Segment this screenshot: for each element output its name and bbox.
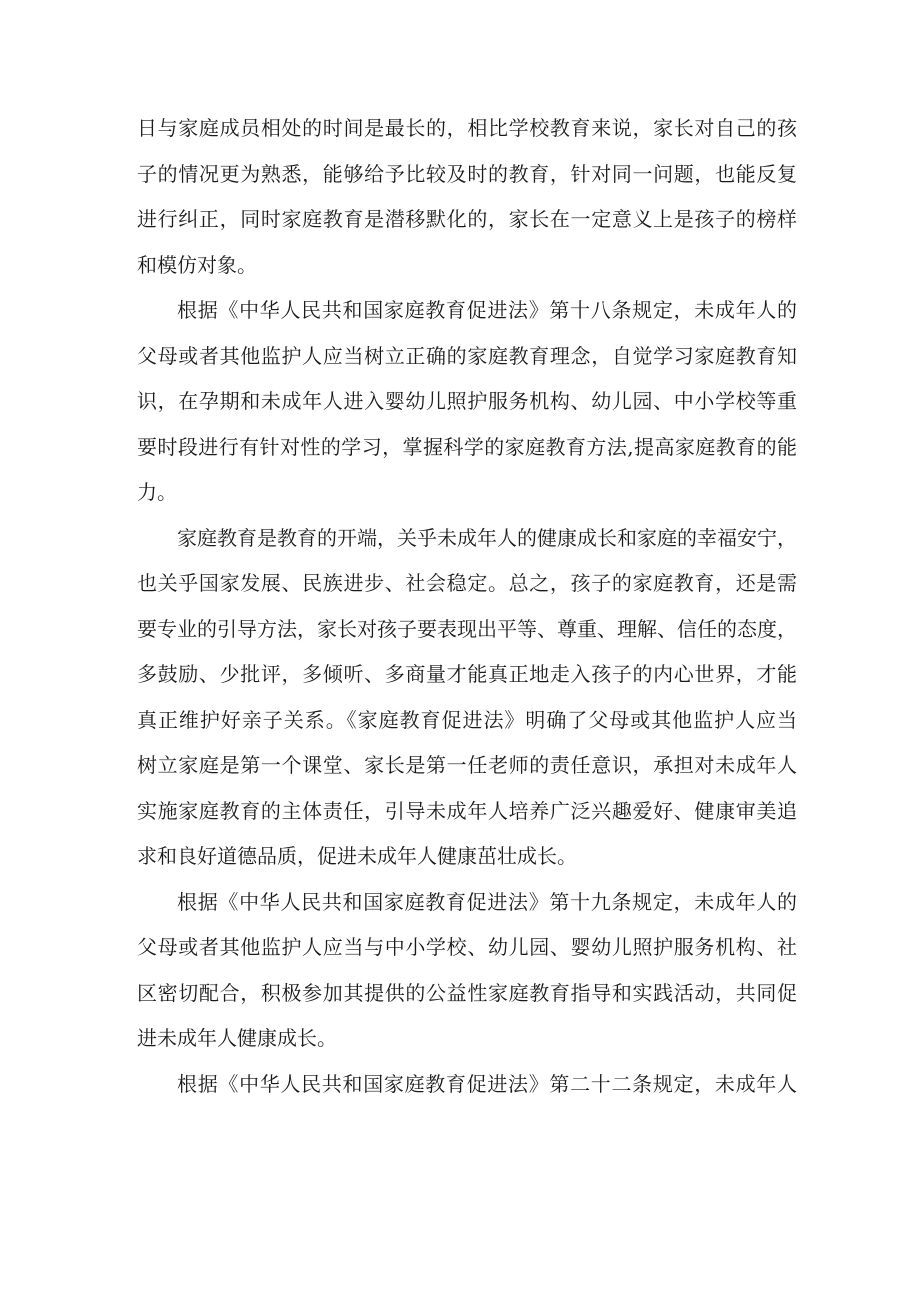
- paragraph-3: [137, 516, 797, 880]
- text-line: 树立家庭是第一个课堂、家长是第一任老师的责任意识，承担对未成年人: [137, 753, 797, 777]
- text-line: 多鼓励、少批评，多倾听、多商量才能真正地走入孩子的内心世界，才能: [137, 662, 797, 686]
- text-line: 真正维护好亲子关系。《家庭教育促进法》明确了父母或其他监护人应当: [137, 707, 797, 732]
- text-line: 力。: [137, 480, 177, 504]
- paragraph-2: [137, 288, 797, 516]
- text-line: 根据《中华人民共和国家庭教育促进法》第十八条规定，未成年人的: [177, 298, 797, 322]
- text-line: 要专业的引导方法，家长对孩子要表现出平等、尊重、理解、信任的态度，: [137, 616, 797, 641]
- text-line: 识，在孕期和未成年人进入婴幼儿照护服务机构、幼儿园、中小学校等重: [137, 389, 797, 413]
- text-line: 实施家庭教育的主体责任，引导未成年人培养广泛兴趣爱好、健康审美追: [137, 798, 797, 823]
- text-line: 根据《中华人民共和国家庭教育促进法》第二十二条规定，未成年人: [177, 1071, 797, 1096]
- text-line: 进行纠正，同时家庭教育是潜移默化的，家长在一定意义上是孩子的榜样: [137, 207, 797, 231]
- text-line: 求和良好道德品质，促进未成年人健康茁壮成长。: [137, 844, 577, 868]
- text-line: 家庭教育是教育的开端，关乎未成年人的健康成长和家庭的幸福安宁，: [177, 525, 797, 550]
- text-line: 进未成年人健康成长。: [137, 1026, 337, 1050]
- document-body: [137, 106, 797, 1107]
- text-line: 要时段进行有针对性的学习，掌握科学的家庭教育方法,提高家庭教育的能: [137, 434, 797, 459]
- text-line: 根据《中华人民共和国家庭教育促进法》第十九条规定，未成年人的: [177, 889, 797, 914]
- paragraph-5: [137, 1062, 797, 1108]
- paragraph-1: [137, 106, 797, 288]
- text-line: 区密切配合，积极参加其提供的公益性家庭教育指导和实践活动，共同促: [137, 980, 797, 1005]
- text-line: 子的情况更为熟悉，能够给予比较及时的教育，针对同一问题，也能反复: [137, 161, 797, 186]
- paragraph-4: [137, 880, 797, 1062]
- text-line: 和模仿对象。: [137, 252, 257, 277]
- text-line: 父母或者其他监护人应当与中小学校、幼儿园、婴幼儿照护服务机构、社: [137, 935, 797, 959]
- text-line: 父母或者其他监护人应当树立正确的家庭教育理念，自觉学习家庭教育知: [137, 343, 797, 368]
- text-line: 日与家庭成员相处的时间是最长的，相比学校教育来说，家长对自己的孩: [137, 116, 797, 140]
- text-line: 也关乎国家发展、民族进步、社会稳定。总之，孩子的家庭教育，还是需: [137, 571, 797, 595]
